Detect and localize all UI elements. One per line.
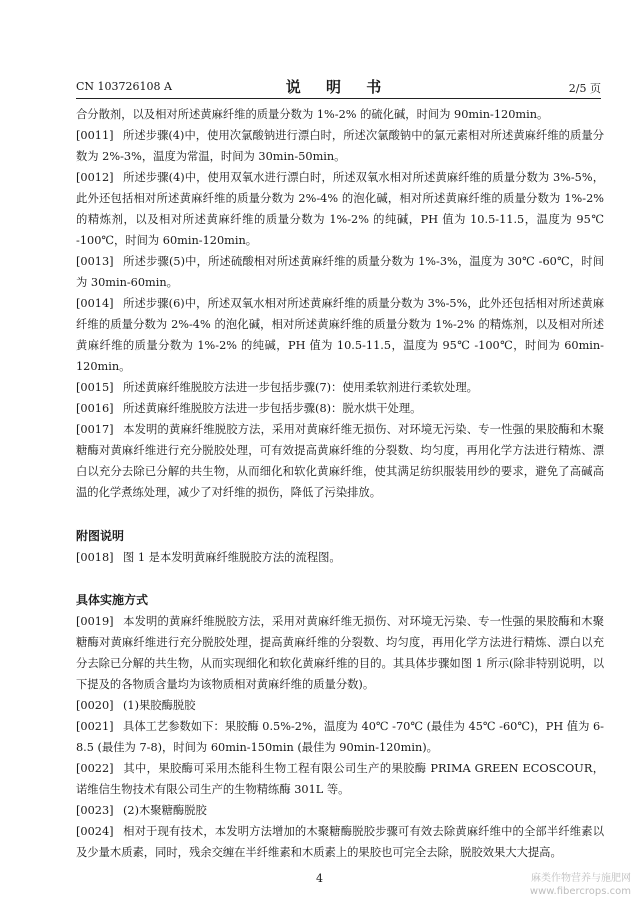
paragraph-text: 合分散剂，以及相对所述黄麻纤维的质量分数为 1%-2% 的硫化碱，时间为 90min-120min。 bbox=[76, 108, 549, 121]
paragraph-text: 其中，果胶酶可采用杰能科生物工程有限公司生产的果胶酶 PRIMA GREEN ECOSCOUR，诺维信生物技术有限公司生产的生物精练酶 301L 等。 bbox=[76, 762, 604, 796]
paragraph-number: [0018] bbox=[76, 551, 114, 564]
paragraph-0014 bbox=[76, 293, 604, 377]
paragraph-text: (2)木聚糖酶脱胶 bbox=[123, 804, 207, 817]
site-watermark bbox=[431, 872, 631, 898]
paragraph-text: (1)果胶酶脱胶 bbox=[123, 699, 196, 712]
paragraph-number: [0023] bbox=[76, 804, 114, 817]
page-indicator: 2/5 页 bbox=[568, 82, 601, 95]
section-heading-drawings: 附图说明 bbox=[76, 529, 125, 543]
paragraph-text: 相对于现有技术，本发明方法增加的木聚糖酶脱胶步骤可有效去除黄麻纤维中的全部半纤维素以及少量木质素，同时，残余交缠在半纤维素和木质素上的果胶也可完全去除，脱胶效果大大提高。 bbox=[76, 825, 604, 859]
paragraph-number: [0015] bbox=[76, 381, 114, 394]
paragraph-text: 所述步骤(4)中，使用双氧水进行漂白时，所述双氧水相对所述黄麻纤维的质量分数为 3%-5%，此外还包括相对所述黄麻纤维的质量分数为 2%-4% 的泡化碱，相对所述黄麻纤维的质量分数为 1%-2% 的精炼剂，以及相对所述黄麻纤维的质量分数为 1%-2% 的纯碱，PH 值为 10.5-11.5，温度为 95℃ -100℃，时间为 60min-120min。 bbox=[76, 171, 604, 247]
paragraph-0017 bbox=[76, 419, 604, 503]
paragraph-number: [0021] bbox=[76, 720, 114, 733]
paragraph-0020 bbox=[76, 695, 604, 716]
paragraph-number: [0016] bbox=[76, 402, 114, 415]
paragraph-0021 bbox=[76, 716, 604, 758]
paragraph-number: [0019] bbox=[76, 615, 114, 628]
page-header bbox=[76, 78, 601, 99]
paragraph-0023 bbox=[76, 800, 604, 821]
paragraph-text: 所述步骤(4)中，使用次氯酸钠进行漂白时，所述次氯酸钠中的氯元素相对所述黄麻纤维的质量分数为 2%-3%，温度为常温，时间为 30min-50min。 bbox=[76, 129, 604, 163]
paragraph-0022 bbox=[76, 758, 604, 800]
document-title: 说 明 书 bbox=[285, 78, 392, 96]
paragraph-continued bbox=[76, 104, 604, 125]
watermark-url: www.fibercrops.com bbox=[529, 886, 631, 897]
paragraph-number: [0024] bbox=[76, 825, 114, 838]
paragraph-text: 本发明的黄麻纤维脱胶方法，采用对黄麻纤维无损伤、对环境无污染、专一性强的果胶酶和木聚糖酶对黄麻纤维进行充分脱胶处理，提高黄麻纤维的分裂数、均匀度，再用化学方法进行精炼、漂白以充分去除已分解的共生物，从而实现细化和软化黄麻纤维的目的。其具体步骤如图 1 所示(除非特别说明，以下提及的各物质含量均为该物质相对黄麻纤维的质量分数)。 bbox=[76, 615, 604, 691]
paragraph-text: 本发明的黄麻纤维脱胶方法，采用对黄麻纤维无损伤、对环境无污染、专一性强的果胶酶和木聚糖酶对黄麻纤维进行充分脱胶处理，可有效提高黄麻纤维的分裂数、均匀度，再用化学方法进行精炼、漂白以充分去除已分解的共生物，从而细化和软化黄麻纤维，使其满足纺织服装用纱的要求，避免了高碱高温的化学煮练处理，减少了对纤维的损伤，降低了污染排放。 bbox=[76, 423, 604, 499]
paragraph-0024 bbox=[76, 821, 604, 863]
paragraph-0016 bbox=[76, 398, 604, 419]
publication-number: CN 103726108 A bbox=[76, 80, 172, 93]
paragraph-number: [0013] bbox=[76, 255, 114, 268]
paragraph-text: 所述黄麻纤维脱胶方法进一步包括步骤(7)：使用柔软剂进行柔软处理。 bbox=[123, 381, 478, 394]
paragraph-0019 bbox=[76, 611, 604, 695]
paragraph-number: [0022] bbox=[76, 762, 114, 775]
section-heading-embodiments: 具体实施方式 bbox=[76, 593, 149, 607]
paragraph-text: 所述步骤(6)中，所述双氧水相对所述黄麻纤维的质量分数为 3%-5%，此外还包括相对所述黄麻纤维的质量分数为 2%-4% 的泡化碱，相对所述黄麻纤维的质量分数为 1%-2% 的精炼剂，以及相对所述黄麻纤维的质量分数为 1%-2% 的纯碱，PH 值为 10.5-11.5，温度为 95℃ -100℃，时间为 60min-120min。 bbox=[76, 297, 604, 373]
paragraph-text: 所述步骤(5)中，所述硫酸相对所述黄麻纤维的质量分数为 1%-3%，温度为 30℃ -60℃，时间为 30min-60min。 bbox=[76, 255, 604, 289]
paragraph-0013 bbox=[76, 251, 604, 293]
section-spacer bbox=[76, 568, 604, 590]
document-body bbox=[76, 104, 604, 863]
paragraph-number: [0011] bbox=[76, 129, 114, 142]
paragraph-text: 图 1 是本发明黄麻纤维脱胶方法的流程图。 bbox=[123, 551, 341, 564]
paragraph-text: 具体工艺参数如下：果胶酶 0.5%-2%，温度为 40℃ -70℃ (最佳为 45℃ -60℃)，PH 值为 6-8.5 (最佳为 7-8)，时间为 60min-150min (最佳为 90min-120min)。 bbox=[76, 720, 604, 754]
section-spacer bbox=[76, 503, 604, 526]
page-number: 4 bbox=[316, 872, 323, 885]
paragraph-number: [0012] bbox=[76, 171, 114, 184]
watermark-site-name: 麻类作物营养与施肥网 bbox=[531, 873, 631, 884]
paragraph-number: [0017] bbox=[76, 423, 114, 436]
paragraph-text: 所述黄麻纤维脱胶方法进一步包括步骤(8)：脱水烘干处理。 bbox=[123, 402, 422, 415]
paragraph-0011 bbox=[76, 125, 604, 167]
paragraph-number: [0020] bbox=[76, 699, 114, 712]
paragraph-number: [0014] bbox=[76, 297, 114, 310]
paragraph-0012 bbox=[76, 167, 604, 251]
paragraph-0015 bbox=[76, 377, 604, 398]
paragraph-0018 bbox=[76, 547, 604, 568]
